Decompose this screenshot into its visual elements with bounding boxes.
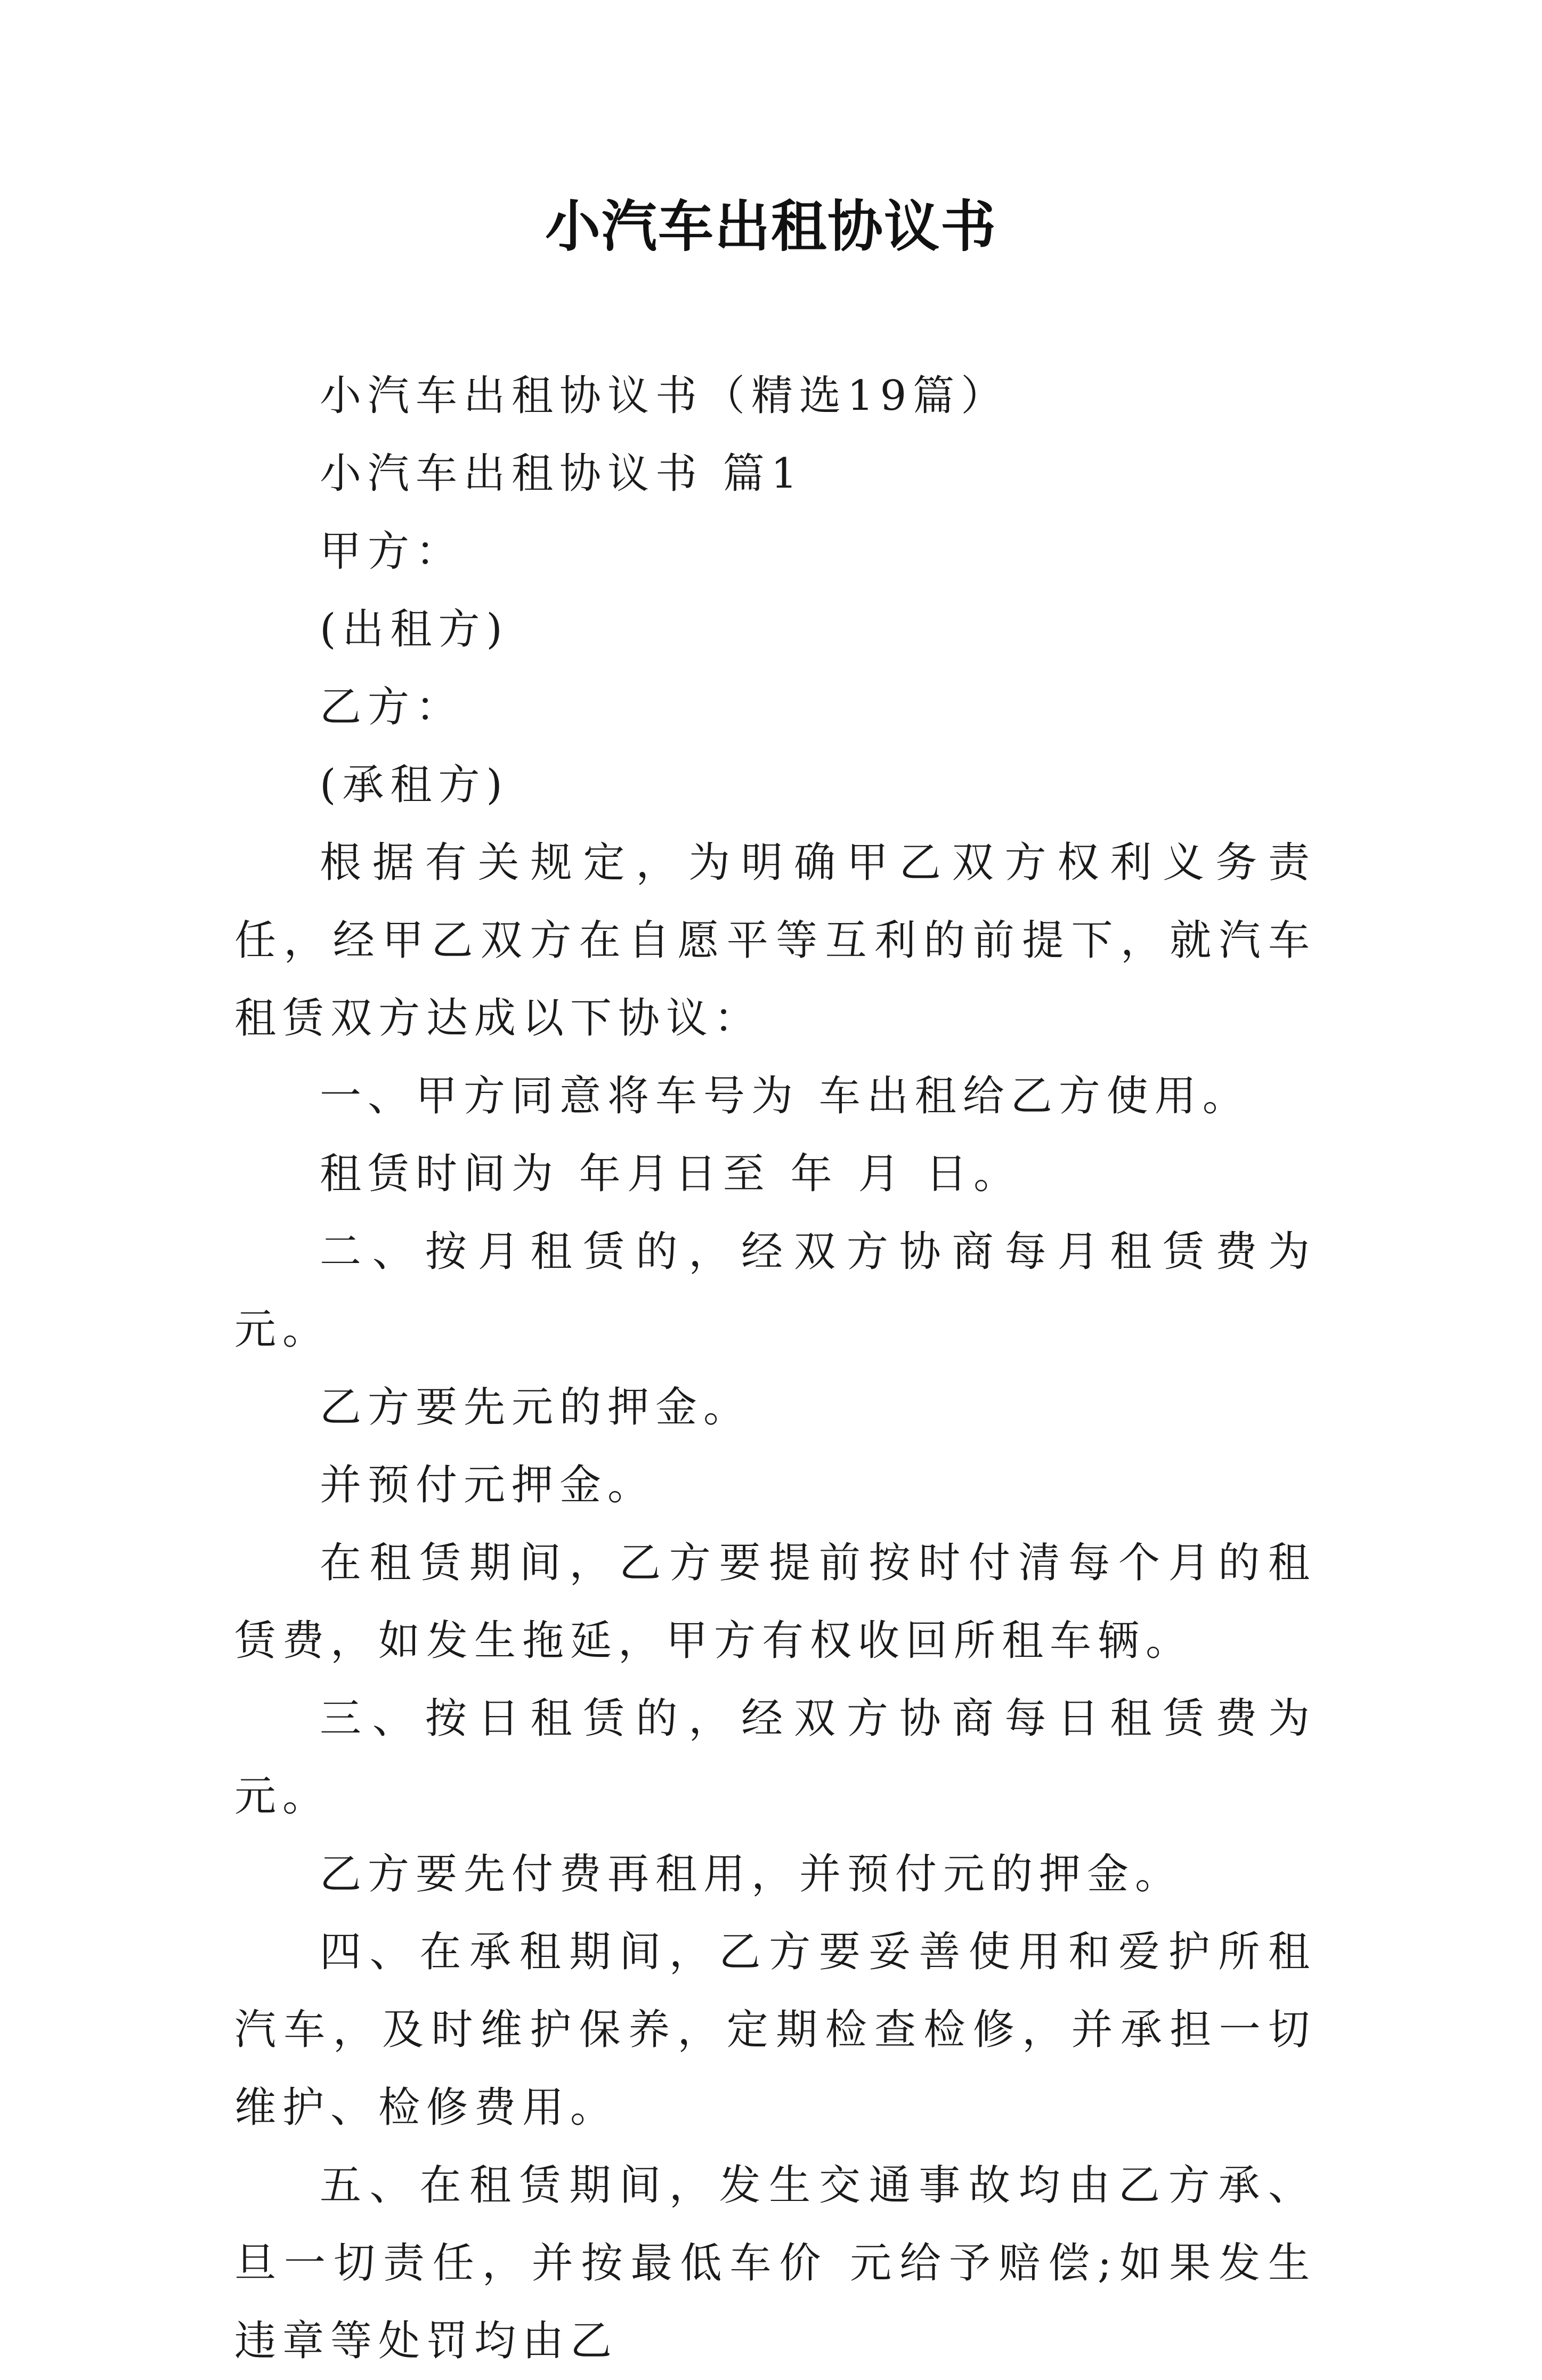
paragraph: 并预付元押金。 — [320, 1461, 656, 1509]
paragraph: 五、在租赁期间，发生交通事故均由乙方承、旦一切责任，并按最低车价 元给予赔偿;如果发生违章等处罚均由乙 — [234, 2162, 1316, 2365]
document-title: 小汽车出租协议书 — [545, 193, 997, 259]
paragraph: 乙方： — [320, 683, 464, 731]
paragraph: 甲方： — [320, 528, 464, 576]
paragraph: 乙方要先元的押金。 — [320, 1383, 752, 1431]
paragraph: (出租方) — [320, 605, 509, 653]
paragraph: 小汽车出租协议书（精选19篇） — [320, 372, 1009, 420]
document-body — [234, 357, 1316, 2380]
paragraph: 三、按日租赁的，经双方协商每日租赁费为元。 — [234, 1695, 1316, 1820]
paragraph: 根据有关规定，为明确甲乙双方权利义务责任，经甲乙双方在自愿平等互利的前提下，就汽车租赁双方达成以下协议： — [234, 839, 1316, 1042]
paragraph: 在租赁期间，乙方要提前按时付清每个月的租赁费，如发生拖延，甲方有权收回所租车辆。 — [234, 1539, 1316, 1665]
paragraph: 四、在承租期间，乙方要妥善使用和爱护所租汽车，及时维护保养，定期检查检修，并承担一切维护、检修费用。 — [234, 1928, 1316, 2132]
paragraph: 租赁时间为 年月日至 年 月 日。 — [320, 1150, 1022, 1198]
paragraph: 乙方要先付费再租用，并预付元的押金。 — [320, 1850, 1183, 1898]
paragraph: 小汽车出租协议书 篇1 — [320, 450, 804, 498]
paragraph: 一、甲方同意将车号为 车出租给乙方使用。 — [320, 1072, 1251, 1120]
paragraph: 二、按月租赁的，经双方协商每月租赁费为元。 — [234, 1228, 1316, 1354]
paragraph: (承租方) — [320, 761, 509, 809]
